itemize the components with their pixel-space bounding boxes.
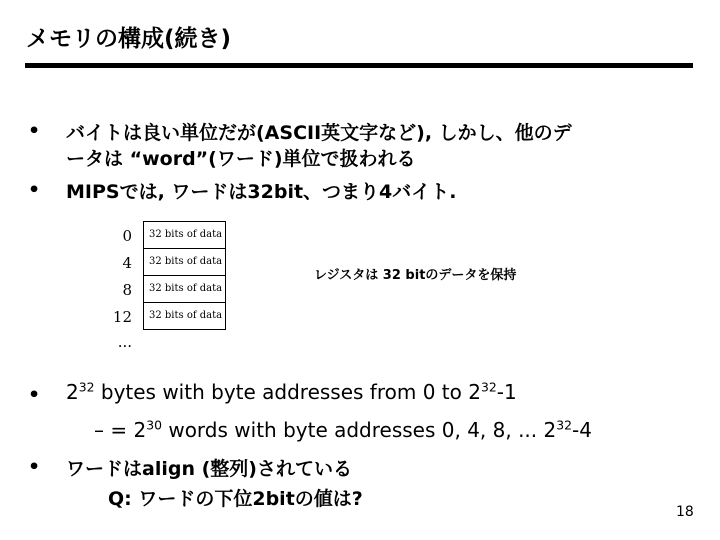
bullet-4: ワードはalign (整列)されている [66,458,352,480]
register-note: レジスタは 32 bitのデータを保持 [314,268,517,283]
title-underline [25,63,693,68]
question-line: Q: ワードの下位2bitの値は? [108,488,363,510]
slide-title: メモリの構成(続き) [26,26,232,52]
sub-bullet-base: – = 2 [94,418,147,442]
address-ellipsis: ... [117,333,132,351]
sub-bullet-exponent: 30 [146,417,162,433]
bullet-dot: • [28,120,41,142]
bullet-3-base: 2 [66,380,79,404]
memory-word-cell: 32 bits of data [143,221,226,249]
sub-bullet [94,418,592,442]
bullet-1-line-2: ータは “word”(ワード)単位で扱われる [66,148,416,170]
bullet-3-exponent: 32 [78,379,95,395]
sub-bullet-exponent-2: 32 [556,417,573,433]
memory-word-table [143,221,226,330]
address-label: 12 [112,308,132,326]
memory-word-cell: 32 bits of data [143,276,226,303]
bullet-3-exponent-2: 32 [480,379,497,395]
page-number: 18 [676,504,694,520]
address-label: 4 [122,254,132,272]
bullet-1-line-1: バイトは良い単位だが(ASCII英文字など), しかし、他のデ [66,122,572,144]
address-label: 0 [122,227,132,245]
bullet-dot: • [28,179,41,201]
memory-word-cell: 32 bits of data [143,249,226,276]
address-label: 8 [122,281,132,299]
bullet-3-end: -1 [496,380,517,404]
bullet-dot: • [28,384,41,406]
sub-bullet-text: words with byte addresses 0, 4, 8, ... 2 [161,418,557,442]
bullet-dot: • [28,456,41,478]
bullet-3-text: bytes with byte addresses from 0 to 2 [94,380,481,404]
memory-word-cell: 32 bits of data [143,303,226,330]
bullet-3 [66,380,517,404]
sub-bullet-end: -4 [572,418,592,442]
bullet-2: MIPSでは, ワードは32bit、つまり4バイト. [66,181,457,203]
